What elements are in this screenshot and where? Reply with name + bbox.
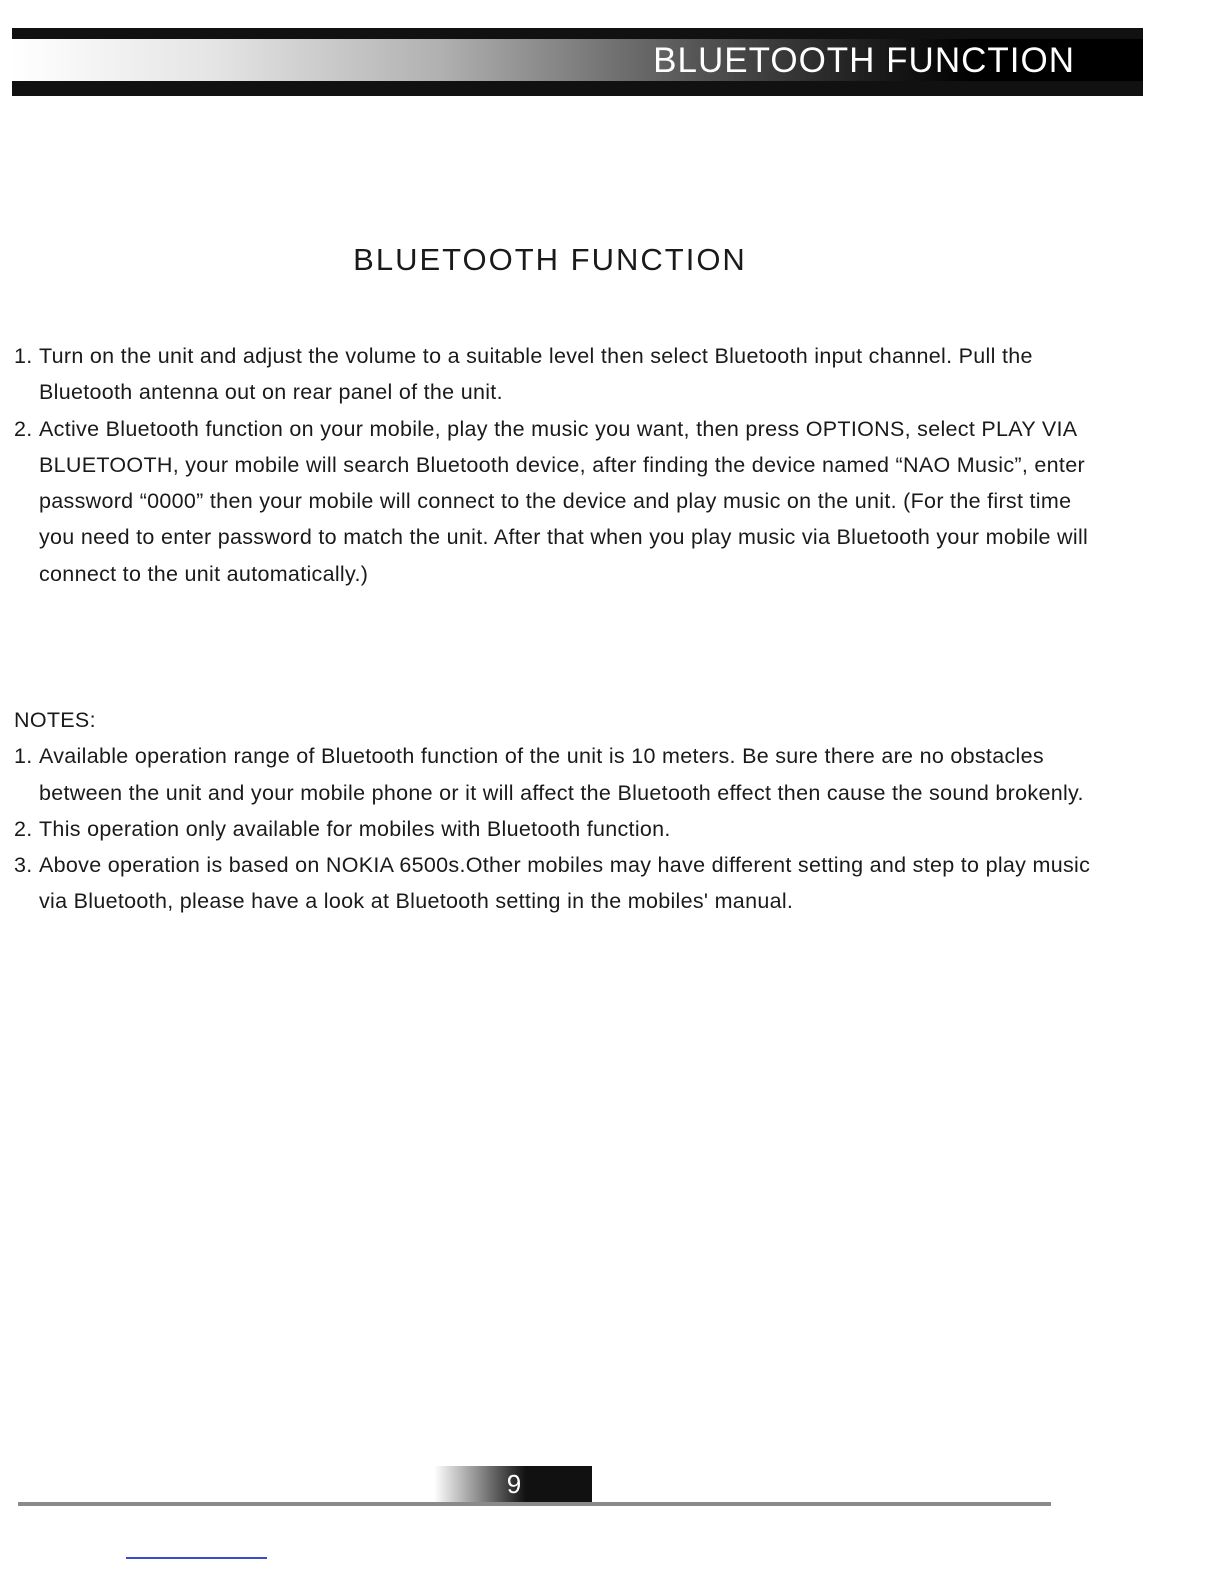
note-number: 3.	[14, 853, 33, 878]
notes-heading: NOTES:	[14, 708, 96, 732]
steps-list	[14, 338, 1104, 592]
note-text: This operation only available for mobiles with Bluetooth function.	[39, 816, 671, 841]
note-text: Available operation range of Bluetooth function of the unit is 10 meters. Be sure there are no obstacles between the unit and your mobile phone or it will affect the Bluetooth effect then cause the sound brokenly.	[39, 744, 1084, 805]
notes-section	[14, 702, 1104, 920]
header-title: BLUETOOTH FUNCTION	[653, 41, 1075, 80]
note-item	[14, 811, 1104, 847]
page-title: BLUETOOTH FUNCTION	[353, 242, 747, 277]
step-number: 2.	[14, 416, 33, 441]
bottom-link-underline[interactable]	[126, 1557, 267, 1559]
step-item	[14, 411, 1104, 592]
header-bar	[12, 28, 1143, 96]
footer-divider	[18, 1502, 1051, 1506]
page-number-block	[434, 1466, 592, 1502]
step-text: Active Bluetooth function on your mobile, play the music you want, then press OPTIONS, select PLAY VIA BLUETOOTH, your mobile will search Bluetooth device, after finding the device named “NAO Music”, enter password “0000” then your mobile will connect to the device and play music on the unit. (For the first time you need to enter password to match the unit. After that when you play music via Bluetooth your mobile will connect to the unit automatically.)	[39, 416, 1089, 586]
note-number: 1.	[14, 744, 33, 769]
note-item	[14, 738, 1104, 811]
note-number: 2.	[14, 816, 33, 841]
step-item	[14, 338, 1104, 411]
note-item	[14, 847, 1104, 920]
page-number: 9	[506, 1469, 522, 1499]
note-text: Above operation is based on NOKIA 6500s.Other mobiles may have different setting and step to play music via Bluetooth, please have a look at Bluetooth setting in the mobiles' manual.	[39, 853, 1091, 914]
step-text: Turn on the unit and adjust the volume to a suitable level then select Bluetooth input channel. Pull the Bluetooth antenna out on rear panel of the unit.	[39, 344, 1033, 405]
step-number: 1.	[14, 344, 33, 368]
